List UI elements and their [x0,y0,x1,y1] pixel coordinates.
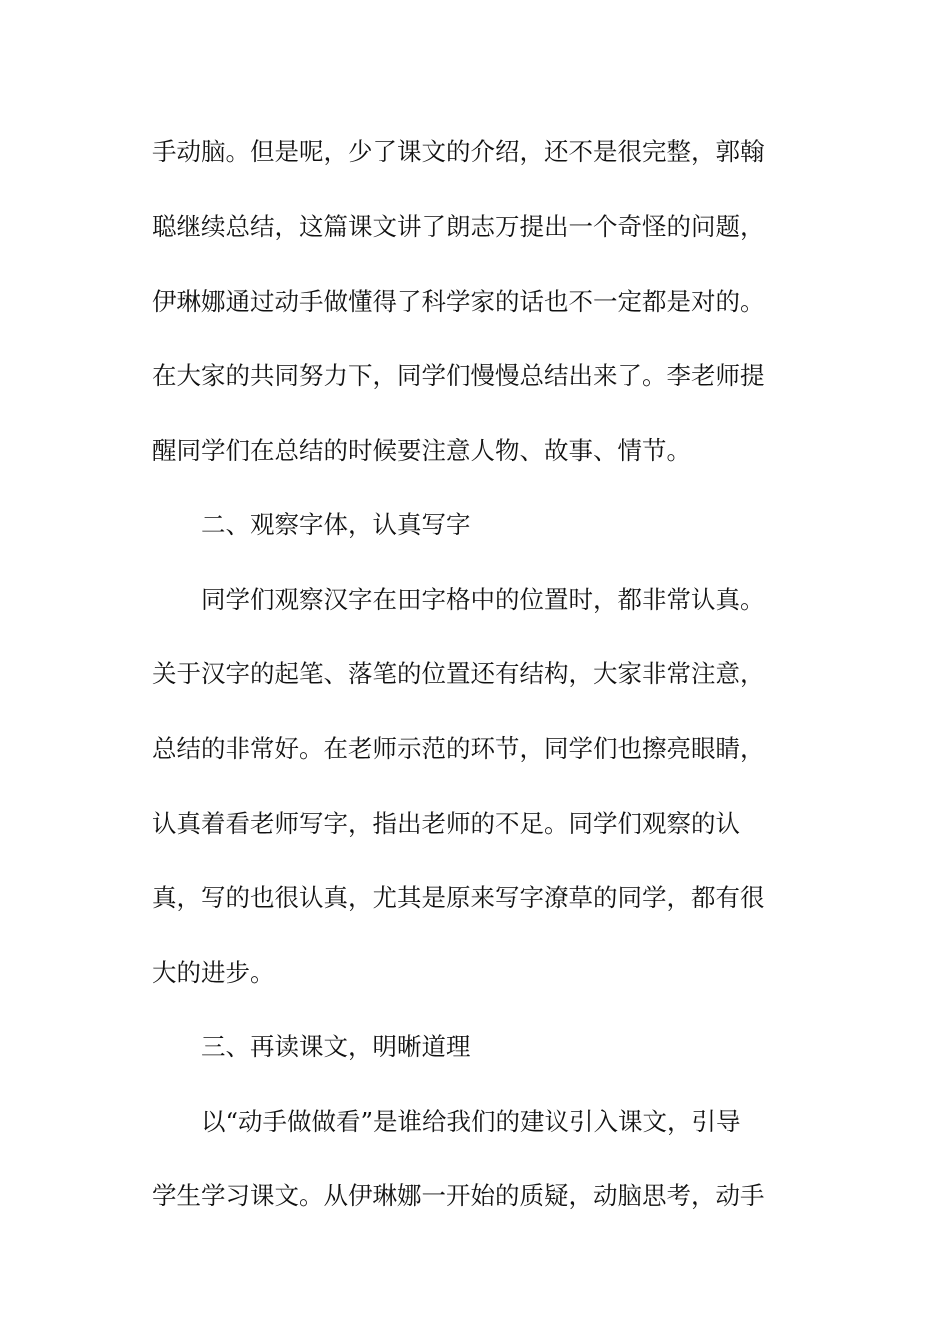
paragraph-line: 认真着看老师写字，指出老师的不足。同学们观察的认 [152,809,740,838]
paragraph-line: 聪继续总结，这篇课文讲了朗志万提出一个奇怪的问题， [152,212,765,241]
paragraph-line: 在大家的共同努力下，同学们慢慢总结出来了。李老师提 [152,361,765,390]
paragraph-line: 总结的非常好。在老师示范的环节，同学们也擦亮眼睛， [152,734,765,763]
paragraph-line: 伊琳娜通过动手做懂得了科学家的话也不一定都是对的。 [152,287,765,316]
section-heading: 三、再读课文，明晰道理 [201,1032,471,1061]
paragraph-line: 学生学习课文。从伊琳娜一开始的质疑，动脑思考，动手 [152,1181,765,1210]
paragraph-line: 关于汉字的起笔、落笔的位置还有结构，大家非常注意， [152,659,765,688]
paragraph-line: 以“动手做做看”是谁给我们的建议引入课文，引导 [201,1107,741,1136]
section-heading: 二、观察字体，认真写字 [201,510,471,539]
paragraph-line: 同学们观察汉字在田字格中的位置时，都非常认真。 [201,585,765,614]
paragraph-line: 真，写的也很认真，尤其是原来写字潦草的同学，都有很 [152,883,765,912]
paragraph-line: 醒同学们在总结的时候要注意人物、故事、情节。 [152,436,691,465]
paragraph-line: 手动脑。但是呢，少了课文的介绍，还不是很完整，郭翰 [152,137,765,166]
paragraph-line: 大的进步。 [152,958,275,987]
